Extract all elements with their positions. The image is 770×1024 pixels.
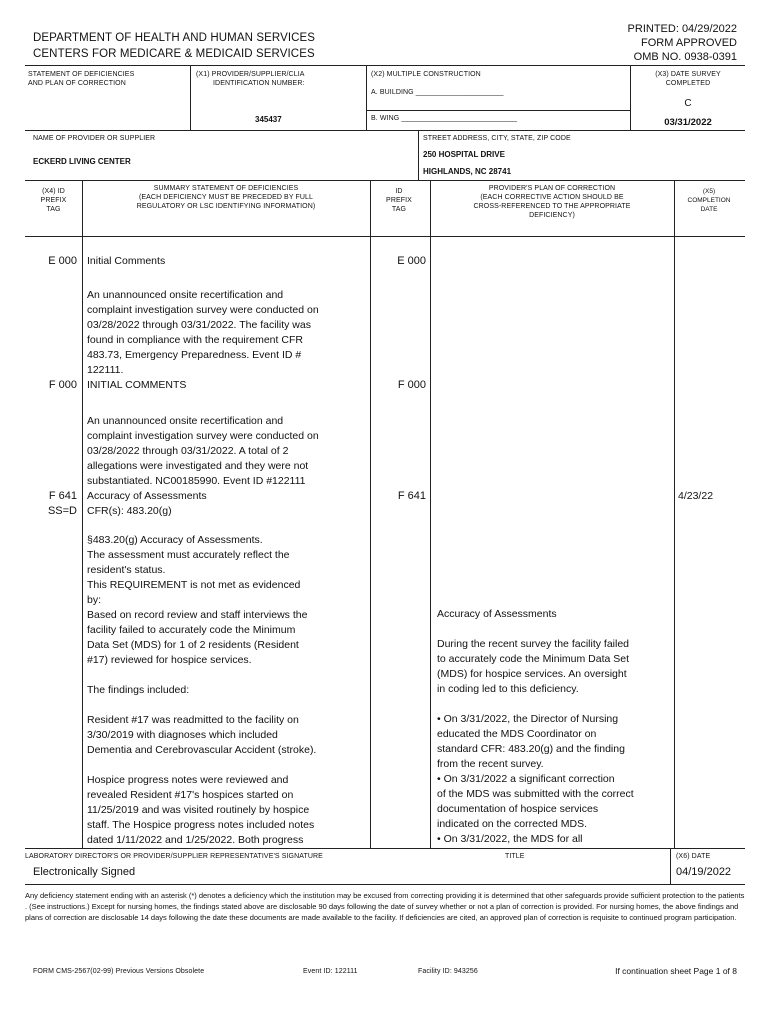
col-line-4 xyxy=(674,180,675,848)
agency-header xyxy=(33,30,315,62)
col-line-2 xyxy=(370,180,371,848)
form-approval-block xyxy=(628,22,737,64)
signature-value: Electronically Signed xyxy=(33,866,136,878)
omb-number: OMB NO. 0938-0391 xyxy=(633,51,737,63)
signature-date: 04/19/2022 xyxy=(676,866,732,878)
plan-header: PROVIDER'S PLAN OF CORRECTION (EACH CORRECTIVE ACTION SHOULD BE CROSS-REFERENCED TO THE APPROPRIATE DEFICIENCY) xyxy=(473,185,631,219)
form-number: FORM CMS-2567(02-99) Previous Versions Obsolete xyxy=(33,968,205,975)
street-address: 250 HOSPITAL DRIVE xyxy=(423,150,505,159)
box-top-border xyxy=(25,65,745,66)
f641-title: Accuracy of Assessments xyxy=(87,490,207,502)
e000-text: An unannounced onsite recertification and complaint investigation survey were conducted on 03/28/2022 through 03/31/2022. The facility was found in compliance with the requirement CFR 483.73, Emergency Preparedness. Event ID # 122111. xyxy=(87,289,319,376)
box-vline-3 xyxy=(630,65,631,130)
disclosure-note: Any deficiency statement ending with an asterisk (*) denotes a deficiency which the institution may be excused from correcting providing it is determined that other safeguards provide sufficient protection to the patients . (See instructions.) Except for nursing homes, the findings stated above are disclosable 90 days following the date of survey whether or not a plan of correction is provided. For nursing homes, the above findings and plans of correction are disclosable 14 days following the date these documents are made available to the facility. If deficiencies are cited, an approved plan of correction is requisite to continued program participation. xyxy=(25,891,745,922)
provider-number: 345437 xyxy=(255,115,282,124)
wing-divider xyxy=(366,110,630,111)
e000-id-tag: E 000 xyxy=(397,255,426,267)
plan-of-correction-text: Accuracy of Assessments During the recent survey the facility failed to accurately code the Minimum Data Set (MDS) for hospice services. An oversight in coding led to this deficiency. • On 3/31/2022, the Director of Nursing educated the MDS Coordinator on standard CFR: 483.20(g) and the finding from the recent survey. • On 3/31/2022 a significant correction of the MDS was submitted with the correct documentation of hospice services indicated on the corrected MDS. • On 3/31/2022, the MDS for all xyxy=(437,608,634,845)
f641-id-tag: F 641 xyxy=(397,490,426,502)
e000-prefix-tag: E 000 xyxy=(48,255,77,267)
signature-bottom-border xyxy=(25,884,745,885)
page-indicator: If continuation sheet Page 1 of 8 xyxy=(615,966,737,976)
f641-scope-severity: SS=D xyxy=(47,505,77,517)
survey-completed-date: 03/31/2022 xyxy=(664,117,712,128)
x3-label: (X3) DATE SURVEY COMPLETED xyxy=(655,71,721,87)
f000-id-tag: F 000 xyxy=(397,379,426,391)
id-header: ID PREFIX TAG xyxy=(386,188,412,213)
f000-text: An unannounced onsite recertification and complaint investigation survey were conducted on 03/28/2022 through 03/31/2022. A total of 2 allegations were investigated and they were not substantiated. NC00185990. Event ID #122111 xyxy=(87,415,319,487)
agency-line-2: CENTERS FOR MEDICARE & MEDICAID SERVICES xyxy=(33,48,315,60)
x3-code: C xyxy=(684,98,692,109)
signature-vline xyxy=(670,848,671,884)
box-vline-1 xyxy=(190,65,191,130)
f000-prefix-tag: F 000 xyxy=(48,379,77,391)
city-state-zip: HIGHLANDS, NC 28741 xyxy=(423,167,512,176)
statement-label: STATEMENT OF DEFICIENCIES AND PLAN OF CORRECTION xyxy=(28,71,135,87)
footer-facility-id: Facility ID: 943256 xyxy=(418,968,478,975)
footer-event-id: Event ID: 122111 xyxy=(303,968,358,975)
building-line: A. BUILDING ______________________ xyxy=(371,89,504,96)
agency-line-1: DEPARTMENT OF HEALTH AND HUMAN SERVICES xyxy=(33,32,316,44)
box-vline-4 xyxy=(418,130,419,180)
wing-line: B. WING _____________________________ xyxy=(371,115,518,122)
f000-title: INITIAL COMMENTS xyxy=(87,379,187,391)
f641-text: §483.20(g) Accuracy of Assessments. The assessment must accurately reflect the resident's status. This REQUIREMENT is not met as evidenced by: Based on record review and staff interviews the facility failed to accurately code the Minimum Data Set (MDS) for 1 of 2 residents (Resident #17) reviewed for hospice services. The findings included: Resident #17 was readmitted to the facility on 3/30/2019 with diagnoses which included Dementia and Cerebrovascular Accident (stroke). Hospice progress notes were reviewed and revealed Resident #17's hospices started on 11/25/2019 and was visited routinely by hospice staff. The Hospice progress notes included notes dated 1/11/2022 and 1/25/2022. Both progress xyxy=(87,534,317,846)
box-vline-2 xyxy=(366,65,367,130)
f641-cfr: CFR(s): 483.20(g) xyxy=(87,505,172,517)
col-line-1 xyxy=(82,180,83,848)
f641-completion-date: 4/23/22 xyxy=(678,490,714,502)
provider-name-label: NAME OF PROVIDER OR SUPPLIER xyxy=(33,135,156,142)
signature-label: LABORATORY DIRECTOR'S OR PROVIDER/SUPPLIER REPRESENTATIVE'S SIGNATURE xyxy=(25,853,323,860)
box-row-divider-2 xyxy=(25,180,745,181)
col-line-3 xyxy=(430,180,431,848)
summary-header: SUMMARY STATEMENT OF DEFICIENCIES (EACH DEFICIENCY MUST BE PRECEDED BY FULL REGULATORY OR LSC IDENTIFYING INFORMATION) xyxy=(136,185,316,210)
address-label: STREET ADDRESS, CITY, STATE, ZIP CODE xyxy=(423,135,571,142)
x5-header: (X5) COMPLETION DATE xyxy=(687,188,731,213)
e000-title: Initial Comments xyxy=(87,255,166,267)
column-header-divider xyxy=(25,236,745,237)
signature-top-border xyxy=(25,848,745,849)
f641-prefix-tag: F 641 xyxy=(48,490,77,502)
x2-label: (X2) MULTIPLE CONSTRUCTION xyxy=(371,71,481,78)
x1-label: (X1) PROVIDER/SUPPLIER/CLIA IDENTIFICATION NUMBER: xyxy=(196,71,305,87)
x4-header: (X4) ID PREFIX TAG xyxy=(40,188,67,213)
form-approved: FORM APPROVED xyxy=(641,37,737,49)
box-row-divider-1 xyxy=(25,130,745,131)
title-label: TITLE xyxy=(505,853,525,860)
provider-name: ECKERD LIVING CENTER xyxy=(33,157,131,166)
printed-date: PRINTED: 04/29/2022 xyxy=(627,23,737,35)
x6-date-label: (X6) DATE xyxy=(676,853,711,860)
